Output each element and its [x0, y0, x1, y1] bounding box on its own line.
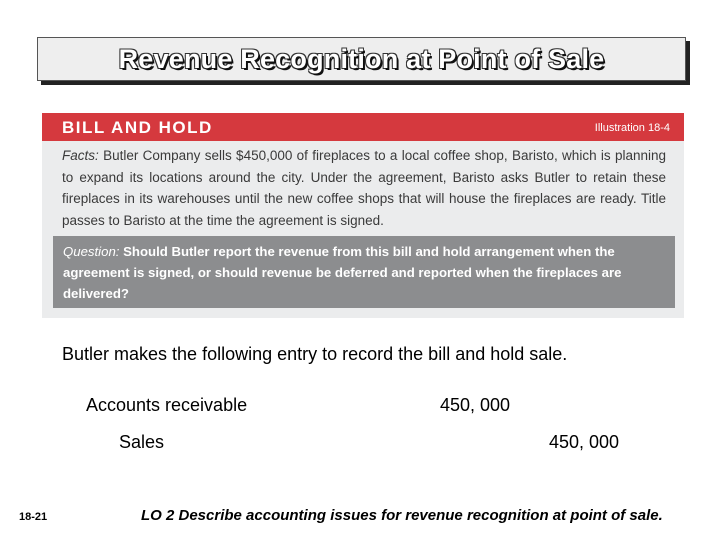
question-text: Should Butler report the revenue from this bill and hold arrangement when the agreement is signed, or should revenue be deferred and reported when the fireplaces are delivered?	[63, 244, 622, 301]
illustration-header	[42, 113, 684, 141]
illustration-number: Illustration 18-4	[594, 122, 670, 134]
credit-account: Sales	[119, 432, 165, 452]
slide-title: Revenue Recognition at Point of Sale	[118, 43, 605, 74]
facts-text: Butler Company sells $450,000 of fireplaces to a local coffee shop, Baristo, which is planning to expand its locations around the city. Under the agreement, Baristo asks Butler to retain these fireplaces in its warehouses until the new coffee shops that will house the fireplaces are ready. Title passes to Baristo at the time the agreement is signed.	[62, 148, 666, 228]
illustration-heading: BILL AND HOLD	[62, 118, 213, 137]
question-paragraph	[63, 241, 665, 304]
page-number: 18-21	[19, 511, 48, 523]
facts-paragraph	[62, 145, 666, 231]
learning-objective: LO 2 Describe accounting issues for revenue recognition at point of sale.	[141, 507, 663, 524]
credit-amount: 450, 000	[549, 432, 620, 452]
question-label: Question:	[63, 244, 120, 259]
debit-amount: 450, 000	[440, 395, 511, 415]
slide-title-box	[37, 37, 686, 81]
debit-account: Accounts receivable	[86, 395, 248, 415]
question-box	[53, 236, 675, 308]
illustration-panel	[42, 113, 684, 318]
entry-intro-text: Butler makes the following entry to record the bill and hold sale.	[62, 344, 568, 364]
facts-label: Facts:	[62, 148, 99, 163]
